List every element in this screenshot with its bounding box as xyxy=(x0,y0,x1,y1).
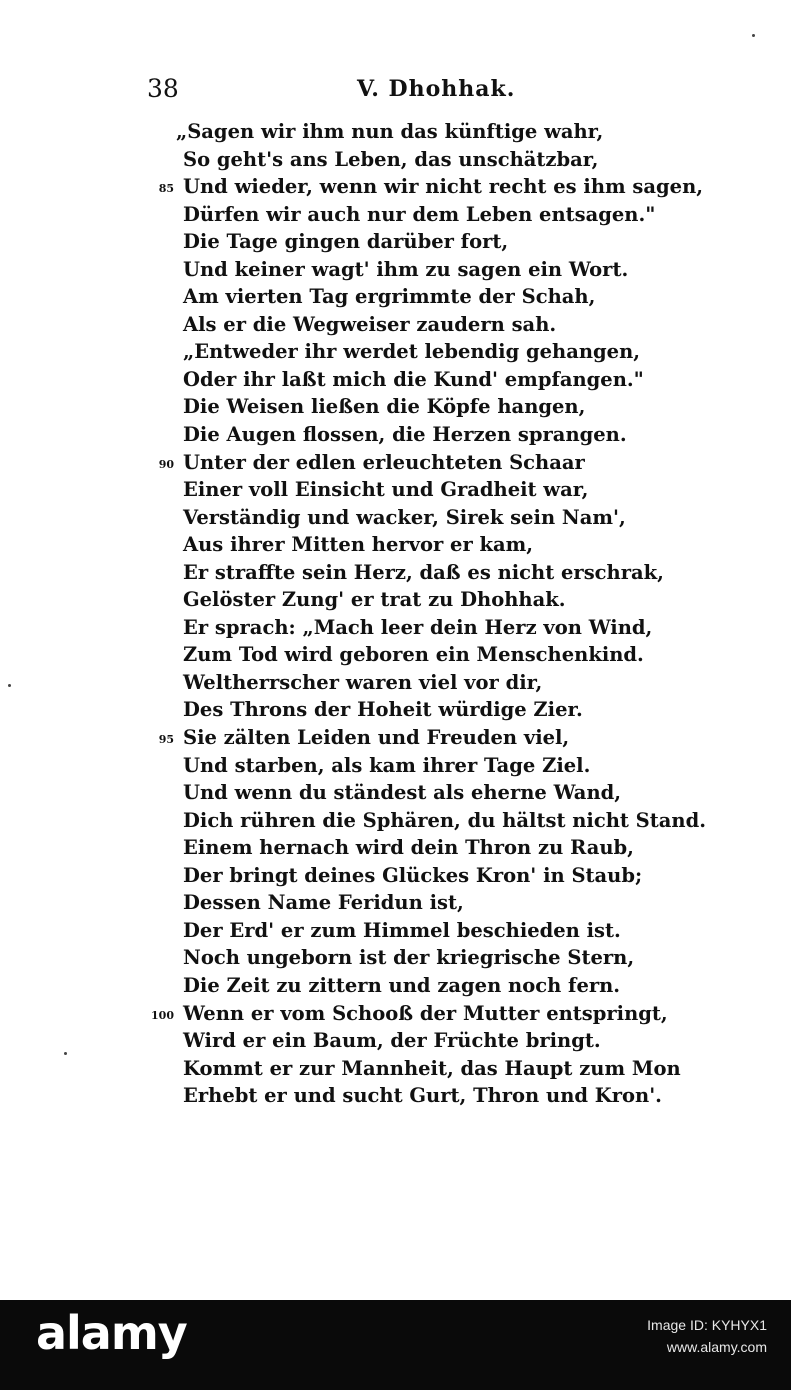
verse-number: 90 xyxy=(158,457,174,471)
verse-line xyxy=(0,283,791,311)
verse-text: Zum Tod wird geboren ein Menschenkind. xyxy=(183,643,644,667)
verse-line xyxy=(0,1055,791,1083)
verse-line xyxy=(0,366,791,394)
verse-line xyxy=(0,256,791,284)
verse-line xyxy=(0,779,791,807)
verse-text: Wenn er vom Schooß der Mutter entspringt, xyxy=(183,1001,668,1025)
verse-text: Und starben, als kam ihrer Tage Ziel. xyxy=(183,753,591,777)
verse-text: Dessen Name Feridun ist, xyxy=(183,891,464,915)
image-id-label: Image ID: KYHYX1 xyxy=(647,1317,767,1333)
verse-line xyxy=(0,834,791,862)
verse-text: Unter der edlen erleuchteten Schaar xyxy=(183,450,585,474)
verse-text: Noch ungeborn ist der kriegrische Stern, xyxy=(183,946,635,970)
verse-text: Er straffte sein Herz, daß es nicht erschrak, xyxy=(183,560,664,584)
verse-text: Am vierten Tag ergrimmte der Schah, xyxy=(183,285,596,309)
verse-line xyxy=(0,641,791,669)
verse-line xyxy=(0,421,791,449)
verse-line xyxy=(0,146,791,174)
verse-number: 95 xyxy=(158,733,174,747)
verse-line xyxy=(0,669,791,697)
verse-text: Des Throns der Hoheit würdige Zier. xyxy=(183,698,583,722)
verse-line xyxy=(0,972,791,1000)
verse-text: Verständig und wacker, Sirek sein Nam', xyxy=(183,505,626,529)
verse-line xyxy=(0,531,791,559)
verse-line xyxy=(0,201,791,229)
verse-text: Dich rühren die Sphären, du hältst nicht Stand. xyxy=(183,808,706,832)
verse-line xyxy=(0,807,791,835)
verse-line xyxy=(0,724,791,752)
verse-line xyxy=(0,338,791,366)
verse-text: Der bringt deines Glückes Kron' in Staub; xyxy=(183,863,643,887)
verse-text: Die Augen flossen, die Herzen sprangen. xyxy=(183,423,627,447)
verse-text: Die Weisen ließen die Köpfe hangen, xyxy=(183,395,586,419)
verse-number: 100 xyxy=(151,1008,174,1022)
verse-text: Gelöster Zung' er trat zu Dhohhak. xyxy=(183,588,566,612)
verse-line xyxy=(0,118,791,146)
verse-text: So geht's ans Leben, das unschätzbar, xyxy=(183,147,599,171)
verse-text: Aus ihrer Mitten hervor er kam, xyxy=(183,533,534,557)
verse-line xyxy=(0,173,791,201)
verse-line xyxy=(0,449,791,477)
verse-line xyxy=(0,889,791,917)
verse-line xyxy=(0,476,791,504)
verse-text: Erhebt er und sucht Gurt, Thron und Kron'. xyxy=(183,1084,662,1108)
verse-line xyxy=(0,1082,791,1110)
verse-line xyxy=(0,696,791,724)
verse-text: Und keiner wagt' ihm zu sagen ein Wort. xyxy=(183,257,629,281)
verse-text: Der Erd' er zum Himmel beschieden ist. xyxy=(183,918,621,942)
verse-line xyxy=(0,504,791,532)
verse-number: 85 xyxy=(158,182,174,196)
verse-text: Dürfen wir auch nur dem Leben entsagen." xyxy=(183,202,656,226)
verse-line xyxy=(0,917,791,945)
verse-line xyxy=(0,311,791,339)
scan-speck xyxy=(752,34,755,37)
verse-text: Einem hernach wird dein Thron zu Raub, xyxy=(183,836,634,860)
running-head: V. Dhohhak. xyxy=(357,76,516,102)
verse-text: Weltherrscher waren viel vor dir, xyxy=(183,670,543,694)
verse-text: Die Tage gingen darüber fort, xyxy=(183,230,509,254)
verse-text: Und wieder, wenn wir nicht recht es ihm sagen, xyxy=(183,175,704,199)
verse-text: Wird er ein Baum, der Früchte bringt. xyxy=(183,1029,601,1053)
verse-text: „Sagen wir ihm nun das künftige wahr, xyxy=(176,120,604,143)
verse-text: „Entweder ihr werdet lebendig gehangen, xyxy=(183,340,641,364)
verse-text: Sie zälten Leiden und Freuden viel, xyxy=(183,726,570,750)
poem-body xyxy=(0,118,791,1110)
page-header xyxy=(0,72,791,106)
verse-text: Er sprach: „Mach leer dein Herz von Wind, xyxy=(183,615,653,639)
verse-line xyxy=(0,228,791,256)
verse-line xyxy=(0,586,791,614)
verse-text: Einer voll Einsicht und Gradheit war, xyxy=(183,478,589,502)
verse-line xyxy=(0,1000,791,1028)
verse-text: Oder ihr laßt mich die Kund' empfangen." xyxy=(183,367,644,391)
verse-text: Die Zeit zu zittern und zagen noch fern. xyxy=(183,973,621,997)
verse-text: Kommt er zur Mannheit, das Haupt zum Mon xyxy=(183,1056,681,1080)
verse-line xyxy=(0,559,791,587)
verse-text: Als er die Wegweiser zaudern sah. xyxy=(183,312,557,336)
brand-logo: alamy xyxy=(36,1306,187,1360)
verse-line xyxy=(0,614,791,642)
verse-line xyxy=(0,393,791,421)
verse-line xyxy=(0,752,791,780)
watermark-footer xyxy=(0,1300,791,1390)
source-url: www.alamy.com xyxy=(666,1339,767,1355)
verse-line xyxy=(0,1027,791,1055)
page-number: 38 xyxy=(147,74,179,103)
image-credit xyxy=(647,1314,767,1358)
verse-line xyxy=(0,862,791,890)
verse-line xyxy=(0,944,791,972)
verse-text: Und wenn du ständest als eherne Wand, xyxy=(183,781,622,805)
